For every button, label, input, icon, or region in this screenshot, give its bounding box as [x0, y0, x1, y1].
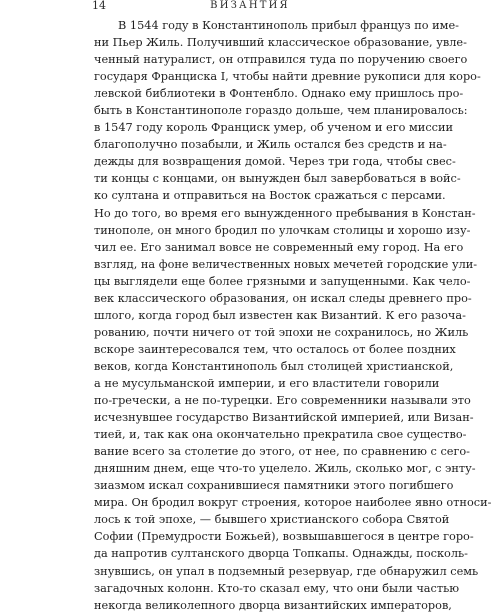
text-line: государя Франциска I, чтобы найти древние рукописи для коро- — [94, 70, 481, 84]
text-line: в 1547 году король Франциск умер, об ученом и его миссии — [94, 121, 454, 135]
text-line: чил ее. Его занимал вовсе не современный ему город. На его — [94, 240, 464, 254]
text-line: дежды для возвращения домой. Через три года, чтобы свес- — [94, 155, 456, 169]
text-line: шлого, когда город был известен как Византий. К его разоча- — [94, 308, 466, 322]
text-line: тинополе, он много бродил по улочкам столицы и хорошо изу- — [94, 223, 471, 237]
text-line: да напротив султанского дворца Топкапы. Однажды, посколь- — [94, 547, 468, 561]
text-line: дняшним днем, еще что-то уцелело. Жиль, сколько мог, с энту- — [94, 462, 476, 476]
text-line: ко султана и отправиться на Восток сражаться с персами. — [94, 189, 446, 203]
text-line: благополучно позабыли, и Жиль остался без средств и на- — [94, 138, 447, 152]
text-line: загадочных колонн. Кто-то сказал ему, что они были частью — [94, 581, 460, 595]
text-line: левской библиотеки в Фонтенбло. Однако ему пришлось про- — [94, 87, 464, 101]
page-number: 14 — [92, 0, 106, 12]
text-line: взгляд, на фоне величественных новых мечетей городские ули- — [94, 257, 478, 271]
text-line: Но до того, во время его вынужденного пребывания в Констан- — [94, 206, 476, 220]
text-line: тией, и, так как она окончательно прекратила свое существо- — [94, 428, 467, 442]
running-title: ВИЗАНТИЯ — [210, 0, 290, 11]
page-header — [0, 0, 500, 14]
text-line: лось к той эпохе, — бывшего христианского собора Святой — [94, 513, 450, 527]
text-line: по-гречески, а не по-турецки. Его современники называли это — [94, 394, 471, 408]
text-line: цы выглядели еще более грязными и запущенными. Как чело- — [94, 274, 471, 288]
text-line: исчезнувшее государство Византийской империей, или Визан- — [94, 411, 474, 425]
text-line: ти концы с концами, он вынужден был завербоваться в войс- — [94, 172, 461, 186]
text-line: веков, когда Константинополь был столицей христианской, — [94, 359, 454, 373]
text-line: мира. Он бродил вокруг строения, которое наиболее явно относи- — [94, 496, 492, 510]
text-line: рованию, почти ничего от той эпохи не сохранилось, но Жиль — [94, 325, 469, 339]
text-line: зиазмом искал сохранившиеся памятники этого погибшего — [94, 479, 454, 493]
body-text — [94, 17, 492, 614]
text-line: В 1544 году в Константинополь прибыл француз по име- — [118, 19, 459, 32]
text-line: вание всего за столетие до этого, от нее, по сравнению с сего- — [94, 445, 470, 459]
text-line: быть в Константинополе гораздо дольше, чем планировалось: — [94, 104, 468, 118]
text-line: знувшись, он упал в подземный резервуар, где обнаружил семь — [94, 564, 479, 578]
text-line: а не мусульманской империи, и его властители говорили — [94, 376, 440, 390]
text-line: век классического образования, он искал следы древнего про- — [94, 291, 472, 305]
text-line: Софии (Премудрости Божьей), возвышавшегося в центре горо- — [94, 530, 474, 544]
text-line: некогда великолепного дворца византийских императоров, — [94, 598, 452, 612]
text-line: вскоре заинтересовался тем, что осталось от более поздних — [94, 342, 456, 356]
text-line: ни Пьер Жиль. Получивший классическое образование, увле- — [94, 36, 467, 50]
text-line: ченный натуралист, он отправился туда по поручению своего — [94, 53, 468, 67]
